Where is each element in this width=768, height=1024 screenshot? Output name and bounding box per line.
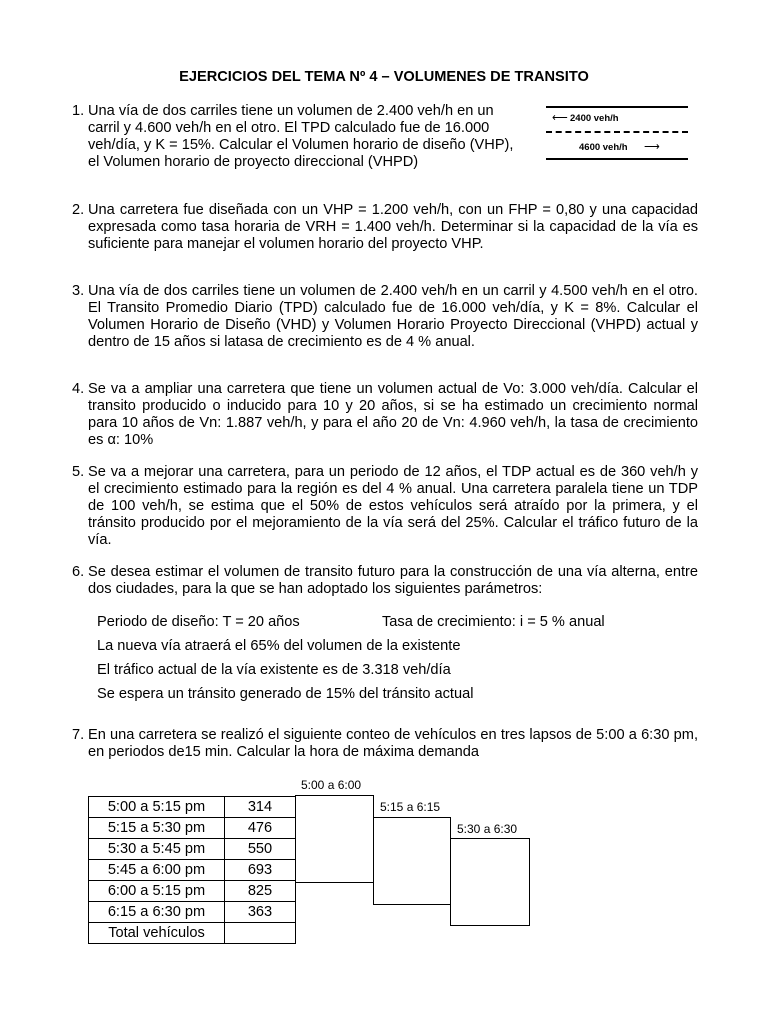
- period-cell: 6:00 a 5:15 pm: [89, 881, 225, 902]
- count-cell: 363: [225, 902, 296, 923]
- hour-window-label: 5:00 a 6:00: [301, 778, 362, 792]
- exercise-text: Se va a ampliar una carretera que tiene un volumen actual de Vo: 3.000 veh/día. Calcular el transito producido o inducido para 10 y 20 años, si se ha estimado un crecimiento normal para 10 años de Vn: 1.887 veh/h, y para el año 20 de Vn: 4.960 veh/h, la tasa de crecimiento es α: 10%: [88, 381, 698, 448]
- page-title: EJERCICIOS DEL TEMA Nº 4 – VOLUMENES DE TRANSITO: [179, 69, 589, 85]
- exercise-text: Una carretera fue diseñada con un VHP = 1.200 veh/h, con un FHP = 0,80 y una capacidad expresada como tasa horaria de VRH = 1.400 veh/h. Determinar si la capacidad de la vía es suficiente para manejar el volumen horario del proyecto VHP.: [88, 202, 698, 252]
- exercise-4: [72, 381, 698, 449]
- total-value-cell: [225, 923, 296, 944]
- period-cell: 5:30 a 5:45 pm: [89, 839, 225, 860]
- vehicle-count-table: [88, 796, 296, 944]
- parameter-line: Se espera un tránsito generado de 15% del tránsito actual: [97, 686, 474, 702]
- hour-window-label: 5:15 a 6:15: [380, 800, 441, 814]
- road-edge-bottom: [546, 158, 688, 160]
- count-cell: 693: [225, 860, 296, 881]
- exercise-5: [72, 464, 698, 549]
- lane-divider: [546, 131, 688, 133]
- arrow-right-icon: ⟶: [644, 141, 660, 153]
- period-cell: 5:15 a 5:30 pm: [89, 818, 225, 839]
- table-row: [89, 797, 296, 818]
- hour-window-box: [295, 795, 374, 883]
- exercise-text: Se va a mejorar una carretera, para un periodo de 12 años, el TDP actual es de 360 veh/h y el crecimiento estimado para la región es del 4 % anual. Una carretera paralela tiene un TDP de 100 veh/h, se estima que el 50% de estos vehículos será atraído por la primera, y el tránsito producido por el mejoramiento de la vía será del 25%. Calcular el tráfico futuro de la vía.: [88, 464, 698, 548]
- table-row: [89, 881, 296, 902]
- exercise-text: Una vía de dos carriles tiene un volumen de 2.400 veh/h en un carril y 4.500 veh/h en el otro. El Transito Promedio Diario (TPD) calculado fue de 16.000 veh/día, y K = 8%. Calcular el Volumen Horario de Diseño (VHD) y Volumen Horario Proyecto Direccional (VHPD) actual y dentro de 15 años si latasa de crecimiento es de 4 % anual.: [88, 283, 698, 350]
- road-edge-top: [546, 106, 688, 108]
- hour-window-box: [373, 817, 451, 905]
- exercise-2: [72, 202, 698, 253]
- growth-rate: Tasa de crecimiento: i = 5 % anual: [382, 614, 605, 630]
- period-cell: 5:00 a 5:15 pm: [89, 797, 225, 818]
- exercise-number: 5.: [72, 464, 85, 480]
- period-cell: 6:15 a 6:30 pm: [89, 902, 225, 923]
- top-lane-volume: 2400 veh/h: [570, 113, 619, 124]
- exercise-3: [72, 283, 698, 351]
- hour-window-label: 5:30 a 6:30: [457, 822, 518, 836]
- count-cell: 825: [225, 881, 296, 902]
- exercise-text: Se desea estimar el volumen de transito futuro para la construcción de una vía alterna, entre dos ciudades, para la que se han adoptado los siguientes parámetros:: [88, 564, 698, 597]
- exercise-number: 7.: [72, 727, 85, 743]
- parameter-line: El tráfico actual de la vía existente es de 3.318 veh/día: [97, 662, 451, 678]
- table-row: [89, 839, 296, 860]
- count-cell: 314: [225, 797, 296, 818]
- exercise-number: 6.: [72, 564, 85, 580]
- exercise-number: 1.: [72, 103, 85, 119]
- exercise-number: 2.: [72, 202, 85, 218]
- exercise-7: [72, 727, 698, 761]
- table-row: [89, 902, 296, 923]
- total-label-cell: Total vehículos: [89, 923, 225, 944]
- parameter-line: La nueva vía atraerá el 65% del volumen de la existente: [97, 638, 461, 654]
- exercise-text: Una vía de dos carriles tiene un volumen de 2.400 veh/h en un carril y 4.600 veh/h en el otro. El TPD calculado fue de 16.000 veh/día, y K = 15%. Calcular el Volumen horario de diseño (VHP), el Volumen horario de proyecto direccional (VHPD): [88, 103, 514, 170]
- exercise-text: En una carretera se realizó el siguiente conteo de vehículos en tres lapsos de 5:00 a 6:30 pm, en periodos de15 min. Calcular la hora de máxima demanda: [88, 727, 698, 760]
- design-period: Periodo de diseño: T = 20 años: [97, 614, 300, 630]
- hour-window-box: [450, 838, 530, 926]
- period-cell: 5:45 a 6:00 pm: [89, 860, 225, 881]
- count-cell: 476: [225, 818, 296, 839]
- lanes-diagram: [546, 106, 688, 162]
- table-row: [89, 818, 296, 839]
- count-cell: 550: [225, 839, 296, 860]
- table-row: [89, 860, 296, 881]
- bottom-lane-volume: 4600 veh/h: [579, 142, 628, 153]
- exercise-number: 3.: [72, 283, 85, 299]
- exercise-number: 4.: [72, 381, 85, 397]
- exercise-6: [72, 564, 698, 598]
- arrow-left-icon: ⟵: [552, 112, 568, 124]
- table-row: [89, 923, 296, 944]
